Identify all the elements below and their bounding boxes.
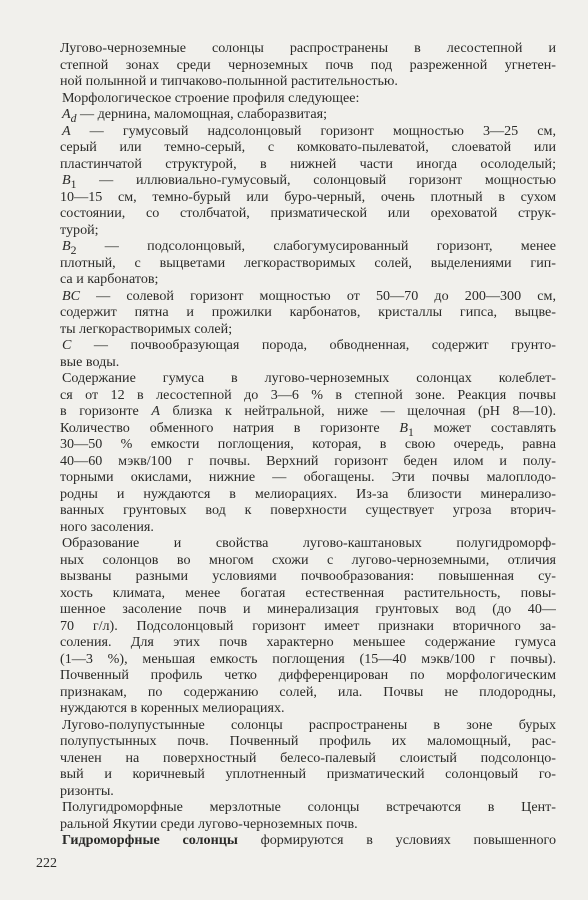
text-line: ного засоления. (60, 518, 154, 535)
text-line: родны и нуждаются в мелиорациях. Из-за близости минерализо- (60, 485, 556, 502)
text-line: вызваны разными условиями почвообразования: повышенная су- (60, 568, 556, 584)
text-line: Гидроморфные солонцы формируются в условиях повышенного (62, 832, 556, 848)
text-line: степной зонах среди черноземных почв под разреженной угнетен- (60, 56, 556, 73)
text-line: (1—3 %), меньшая емкость поглощения (15—40 мэкв/100 г почвы). (60, 650, 556, 667)
text-line: состоянии, со столбчатой, призматической или ореховатой струк- (60, 205, 556, 221)
text-line: плотный, с выцветами легкорастворимых солей, выделениями гип- (60, 254, 556, 271)
text-line: са и карбонатов; (60, 271, 159, 287)
text-line: Количество обменного натрия в горизонте $B_1$ может составлять (60, 419, 556, 436)
text-line: ральной Якутии среди лугово-черноземных почв. (60, 815, 358, 832)
text-line: BC — солевой горизонт мощностью от 50—70 до 200—300 см, (62, 287, 556, 304)
text-line: Лугово-черноземные солонцы распространены в лесостепной и (60, 40, 556, 56)
text-line: Почвенный профиль четко дифференцирован по морфологическим (60, 667, 556, 683)
text-line: ты легкорастворимых солей; (60, 320, 233, 337)
text-line: вый и коричневый уплотненный призматический солонцовый го- (60, 766, 556, 782)
text-line: членен на поверхностный белесо-палевый слоистый подсолонцо- (60, 749, 556, 766)
page-number: 222 (36, 856, 57, 871)
text-line: шенное засоление почв и минерализация грунтовых вод (до 40— (60, 601, 556, 617)
text-line: C — почвообразующая порода, обводненная, содержит грунто- (62, 337, 556, 353)
text-line: серый или темно-серый, с комковато-пылеватой, слоеватой или (60, 139, 556, 155)
text-line: признакам, по содержанию солей, ила. Почвы не плодородны, (60, 683, 556, 700)
text-line: ных солонцов во многом схожи с лугово-черноземными, отличия (60, 551, 556, 568)
text-line: соления. Для этих почв характерно меньшее содержание гумуса (60, 634, 556, 650)
text-line: нуждаются в коренных мелиорациях. (60, 700, 285, 716)
text-line: 40—60 мэкв/100 г почвы. Верхний горизонт беден илом и полу- (60, 452, 556, 469)
text-line: в горизонте A близка к нейтральной, ниже — щелочная (pH 8—10). (60, 403, 556, 419)
text-line: 30—50 % емкости поглощения, которая, в свою очередь, равна (60, 436, 556, 452)
text-line: содержит пятна и прожилки карбонатов, кристаллы гипса, выцве- (60, 304, 556, 320)
text-line: Образование и свойства лугово-каштановых полугидроморф- (62, 535, 556, 551)
text-line: турой; (60, 221, 99, 238)
text-line: ванных грунтовых вод к поверхности существует угроза вторич- (60, 502, 556, 518)
text-line: ной полынной и типчаково-полынной растительностью. (60, 73, 398, 89)
text-line: Морфологическое строение профиля следующее: (62, 89, 360, 106)
text-line: ризонты. (60, 782, 114, 799)
text-line: 10—15 см, темно-бурый или буро-черный, очень плотный в сухом (60, 188, 556, 205)
text-line: хость климата, менее богатая естественная растительность, повы- (60, 584, 556, 601)
text-line: Полугидроморфные мерзлотные солонцы встречаются в Цент- (62, 799, 556, 815)
text-line: 70 г/л). Подсолонцовый горизонт имеет признаки вторичного за- (60, 617, 556, 634)
text-line: полупустынных почв. Почвенный профиль их маломощный, рас- (60, 733, 556, 749)
text-line: Лугово-полупустынные солонцы распространены в зоне бурых (62, 716, 556, 733)
text-line: $A_d$ — дернина, маломощная, слаборазвитая; (62, 106, 327, 123)
text-line: ся от 12 в лесостепной до 3—6 % в степной зоне. Реакция почвы (60, 386, 556, 403)
text-line: торными окислами, нижние — обогащены. Эти почвы малоплодо- (60, 469, 556, 485)
text-line: Содержание гумуса в лугово-черноземных солонцах колеблет- (62, 370, 556, 386)
text-line: пластинчатой структурой, в нижней части иногда осолоделый; (60, 155, 556, 172)
text-body (60, 40, 556, 849)
text-line: A — гумусовый надсолонцовый горизонт мощностью 3—25 см, (62, 122, 556, 139)
text-line: вые воды. (60, 353, 120, 370)
text-line: $B_2$ — подсолонцовый, слабогумусированный горизонт, менее (62, 238, 556, 255)
text-line: $B_1$ — иллювиально-гумусовый, солонцовый горизонт мощностью (62, 172, 556, 189)
